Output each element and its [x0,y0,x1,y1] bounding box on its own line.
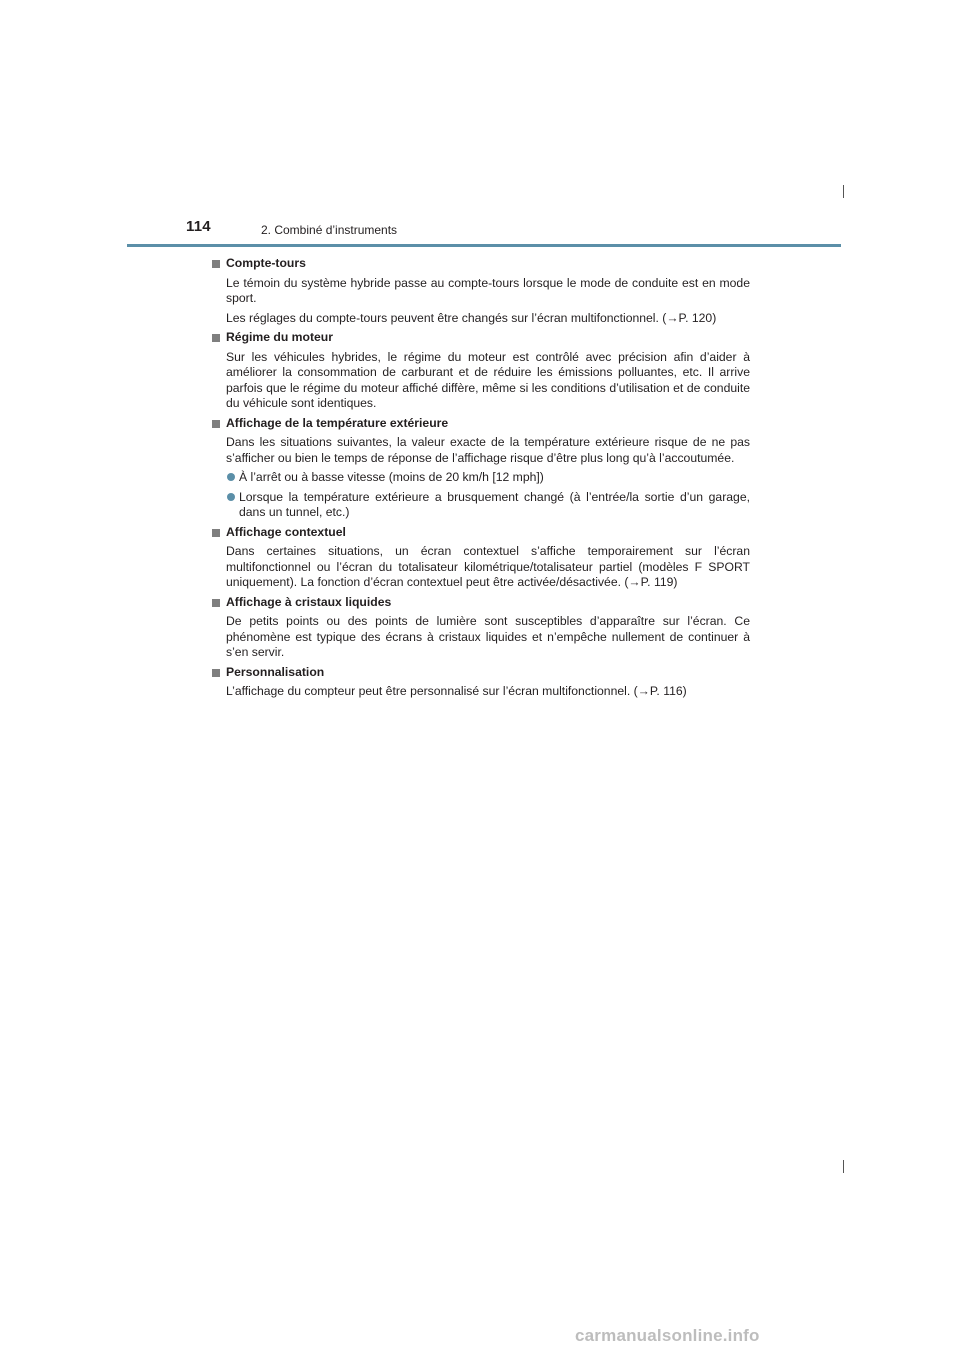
section-regime-moteur [212,330,750,412]
square-bullet-icon [212,260,220,268]
section-title [212,416,750,432]
paragraph: Dans certaines situations, un écran contextuel s’affiche temporairement sur l’écran multifonctionnel ou l’écran du totalisateur kilométrique/totalisateur partiel (modèles F SPORT uniquement). La fonction d’écran contextuel peut être activée/désactivée. (→P. 119) [226,544,750,589]
list-item-text: À l’arrêt ou à basse vitesse (moins de 20 km/h [12 mph]) [239,470,544,484]
section-personnalisation [212,665,750,700]
content [212,256,750,704]
square-bullet-icon [212,420,220,428]
list-item [212,490,750,521]
square-bullet-icon [212,599,220,607]
section-temperature-exterieure [212,416,750,521]
round-bullet-icon [227,473,235,481]
crop-mark-top [843,185,844,198]
section-title-text: Affichage contextuel [226,524,346,539]
page-number: 114 [186,218,211,235]
round-bullet-icon [227,493,235,501]
square-bullet-icon [212,334,220,342]
paragraph: Le témoin du système hybride passe au compte-tours lorsque le mode de conduite est en mode sport. [226,275,750,305]
paragraph: Sur les véhicules hybrides, le régime du moteur est contrôlé avec précision afin d’aider à améliorer la consommation de carburant et de réduire les émissions polluantes, etc. Il arrive parfois que le régime du moteur affiché diffère, même si les conditions d’utilisation et de conduite du véhicule sont identiques. [226,349,750,410]
paragraph: L’affichage du compteur peut être personnalisé sur l’écran multifonctionnel. (→P. 116) [226,684,687,698]
section-title [212,595,750,611]
crop-mark-bottom [843,1160,844,1173]
section-title-text: Affichage de la température extérieure [226,415,449,430]
paragraph: De petits points ou des points de lumière sont susceptibles d’apparaître sur l’écran. Ce phénomène est typique des écrans à cristaux liquides et n’empêche nullement de continuer à s’en servir. [226,614,750,659]
section-title [212,525,750,541]
section-title [212,665,750,681]
chapter-title: 2. Combiné d’instruments [261,223,398,237]
section-title-text: Personnalisation [226,664,325,679]
list-item-text: Lorsque la température extérieure a brusquement changé (à l’entrée/la sortie d’un garage, dans un tunnel, etc.) [239,489,750,519]
section-cristaux-liquides [212,595,750,661]
paragraph: Dans les situations suivantes, la valeur exacte de la température extérieure risque de ne pas s’afficher ou bien le temps de réponse de l’affichage risque d’être plus long qu’à l’accoutumée. [226,435,750,465]
section-title [212,256,750,272]
section-title [212,330,750,346]
header-rule [127,244,841,247]
paragraph: Les réglages du compte-tours peuvent être changés sur l’écran multifonctionnel. (→P. 120) [226,310,717,325]
section-title-text: Compte-tours [226,256,306,270]
list-item [212,470,750,486]
section-title-text: Affichage à cristaux liquides [226,594,392,609]
square-bullet-icon [212,669,220,677]
square-bullet-icon [212,529,220,537]
watermark: carmanualsonline.info [575,1326,760,1345]
section-affichage-contextuel [212,525,750,591]
section-title-text: Régime du moteur [226,330,333,344]
section-compte-tours [212,256,750,326]
